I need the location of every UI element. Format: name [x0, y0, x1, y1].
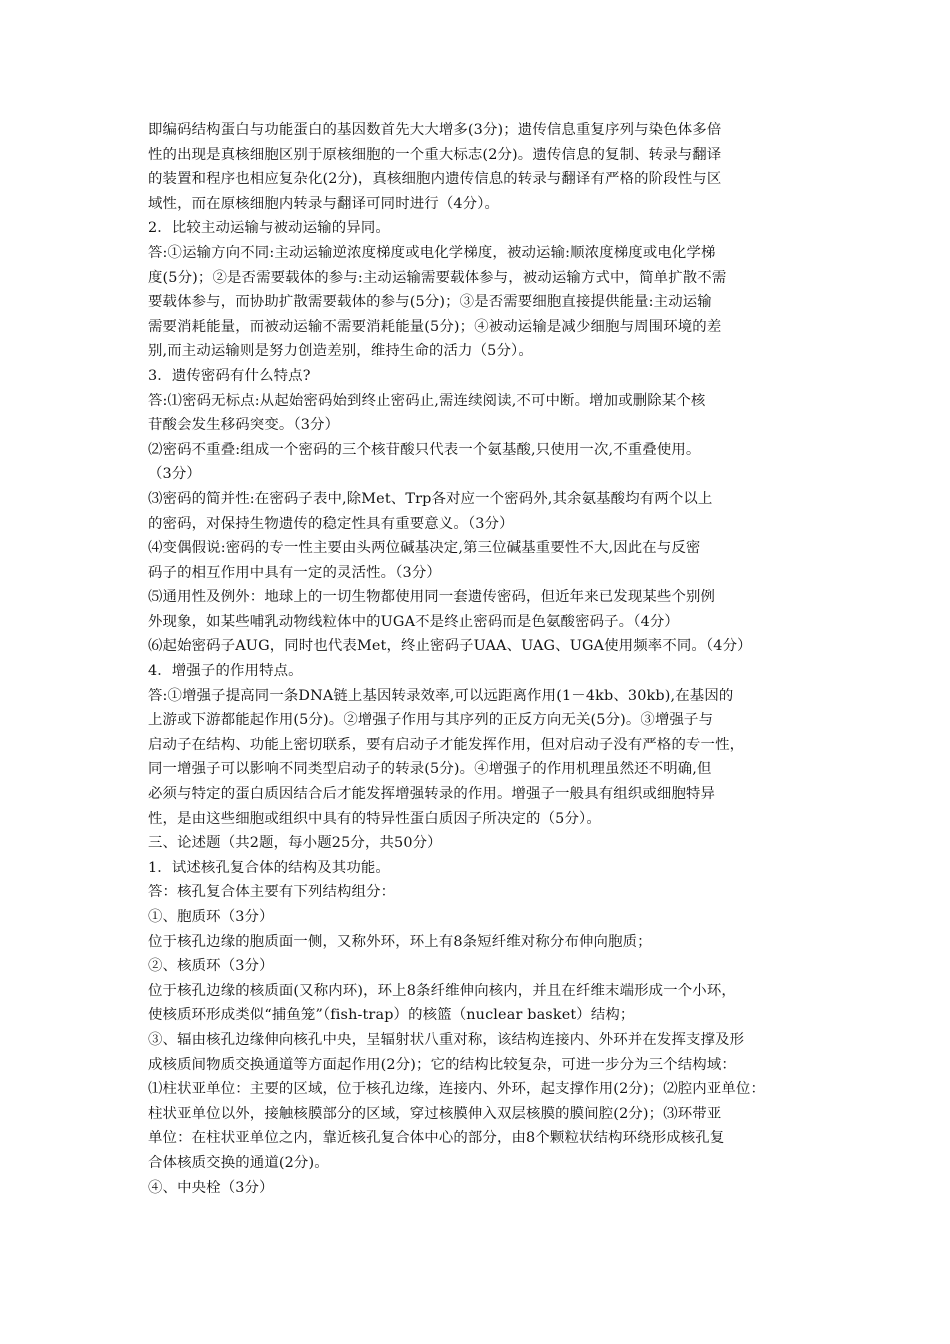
- text-line: ⑹起始密码子AUG，同时也代表Met，终止密码子UAA、UAG、UGA使用频率不同。（4分）: [148, 638, 752, 655]
- document-body: [148, 118, 812, 1200]
- text-line: 性，是由这些细胞或组织中具有的特异性蛋白质因子所决定的（5分）。: [148, 810, 601, 827]
- text-line: 苷酸会发生移码突变。（3分）: [148, 417, 340, 434]
- text-line: 别,而主动运输则是努力创造差别，维持生命的活力（5分）。: [148, 343, 533, 360]
- text-line: 同一增强子可以影响不同类型启动子的转录(5分)。④增强子的作用机理虽然还不明确,但: [148, 761, 712, 778]
- text-line: 即编码结构蛋白与功能蛋白的基因数首先大大增多(3分)；遗传信息重复序列与染色体多倍: [148, 122, 722, 138]
- text-line: 1．试述核孔复合体的结构及其功能。: [148, 859, 390, 876]
- text-line: 性的出现是真核细胞区别于原核细胞的一个重大标志(2分)。遗传信息的复制、转录与翻译: [148, 146, 722, 163]
- text-line: 答:⑴密码无标点:从起始密码始到终止密码止,需连续阅读,不可中断。增加或删除某个核: [148, 392, 706, 409]
- text-line: ⑷变偶假说:密码的专一性主要由头两位碱基决定,第三位碱基重要性不大,因此在与反密: [148, 540, 701, 557]
- text-line: ⑶密码的简并性:在密码子表中,除Met、Trp各对应一个密码外,其余氨基酸均有两个以上: [148, 490, 713, 507]
- text-line: 2．比较主动运输与被动运输的异同。: [148, 220, 390, 237]
- text-line: 使核质环形成类似“捕鱼笼”（fish-trap）的核篮（nuclear basket）结构；: [148, 1007, 635, 1024]
- text-line: ⑴柱状亚单位：主要的区域，位于核孔边缘，连接内、外环，起支撑作用(2分)；⑵腔内亚单位：: [148, 1081, 766, 1098]
- text-line: ④、中央栓（3分）: [148, 1179, 274, 1196]
- text-line: 需要消耗能量，而被动运输不需要消耗能量(5分)；④被动运输是减少细胞与周围环境的差: [148, 318, 722, 335]
- text-line: 位于核孔边缘的核质面(又称内环)，环上8条纤维伸向核内，并且在纤维末端形成一个小环，: [148, 982, 736, 999]
- text-line: 答:①增强子提高同一条DNA链上基因转录效率,可以远距离作用(1－4kb、30kb),在基因的: [148, 687, 734, 704]
- text-line: ①、胞质环（3分）: [148, 909, 274, 925]
- text-line: 启动子在结构、功能上密切联系，要有启动子才能发挥作用，但对启动子没有严格的专一性，: [148, 736, 745, 753]
- text-line: 3．遗传密码有什么特点?: [148, 367, 311, 384]
- text-line: 码子的相互作用中具有一定的灵活性。（3分）: [148, 564, 441, 581]
- text-line: 域性，而在原核细胞内转录与翻译可同时进行（4分）。: [148, 195, 500, 212]
- text-line: 答：核孔复合体主要有下列结构组分：: [148, 884, 396, 901]
- text-line: ③、辐由核孔边缘伸向核孔中央，呈辐射状八重对称，该结构连接内、外环并在发挥支撑及形: [148, 1031, 745, 1048]
- text-line: 要载体参与，而协助扩散需要载体的参与(5分)；③是否需要细胞直接提供能量:主动运输: [148, 294, 712, 311]
- text-line: ⑵密码不重叠:组成一个密码的三个核苷酸只代表一个氨基酸,只使用一次,不重叠使用。: [148, 441, 701, 458]
- text-line: 的装置和程序也相应复杂化(2分)，真核细胞内遗传信息的转录与翻译有严格的阶段性与区: [148, 171, 722, 188]
- text-line: 度(5分)；②是否需要载体的参与:主动运输需要载体参与，被动运输方式中，简单扩散不需: [148, 269, 727, 286]
- text-line: 答:①运输方向不同:主动运输逆浓度梯度或电化学梯度，被动运输:顺浓度梯度或电化学梯: [148, 244, 716, 261]
- text-line: 外现象，如某些哺乳动物线粒体中的UGA不是终止密码而是色氨酸密码子。（4分）: [148, 613, 679, 630]
- text-line: 必须与特定的蛋白质因结合后才能发挥增强转录的作用。增强子一般具有组织或细胞特异: [148, 786, 716, 803]
- text-line: 4．增强子的作用特点。: [148, 663, 303, 680]
- text-line: 成核质间物质交换通道等方面起作用(2分)；它的结构比较复杂，可进一步分为三个结构域：: [148, 1056, 736, 1073]
- text-line: 三、论述题（共2题，每小题25分，共50分）: [148, 835, 442, 852]
- text-line: ⑸通用性及例外：地球上的一切生物都使用同一套遗传密码，但近年来已发现某些个别例: [148, 589, 716, 606]
- text-line: 单位：在柱状亚单位之内，靠近核孔复合体中心的部分，由8个颗粒状结构环绕形成核孔复: [148, 1130, 725, 1147]
- text-line: 上游或下游都能起作用(5分)。②增强子作用与其序列的正反方向无关(5分)。③增强子与: [148, 712, 714, 729]
- text-line: 合体核质交换的通道(2分)。: [148, 1154, 329, 1171]
- text-line: ②、核质环（3分）: [148, 958, 274, 975]
- text-line: 柱状亚单位以外，接触核膜部分的区域，穿过核膜伸入双层核膜的膜间腔(2分)；⑶环带亚: [148, 1105, 722, 1122]
- text-line: （3分）: [148, 466, 201, 483]
- text-line: 位于核孔边缘的胞质面一侧，又称外环，环上有8条短纤维对称分布伸向胞质；: [148, 933, 652, 950]
- text-line: 的密码，对保持生物遗传的稳定性具有重要意义。（3分）: [148, 515, 514, 532]
